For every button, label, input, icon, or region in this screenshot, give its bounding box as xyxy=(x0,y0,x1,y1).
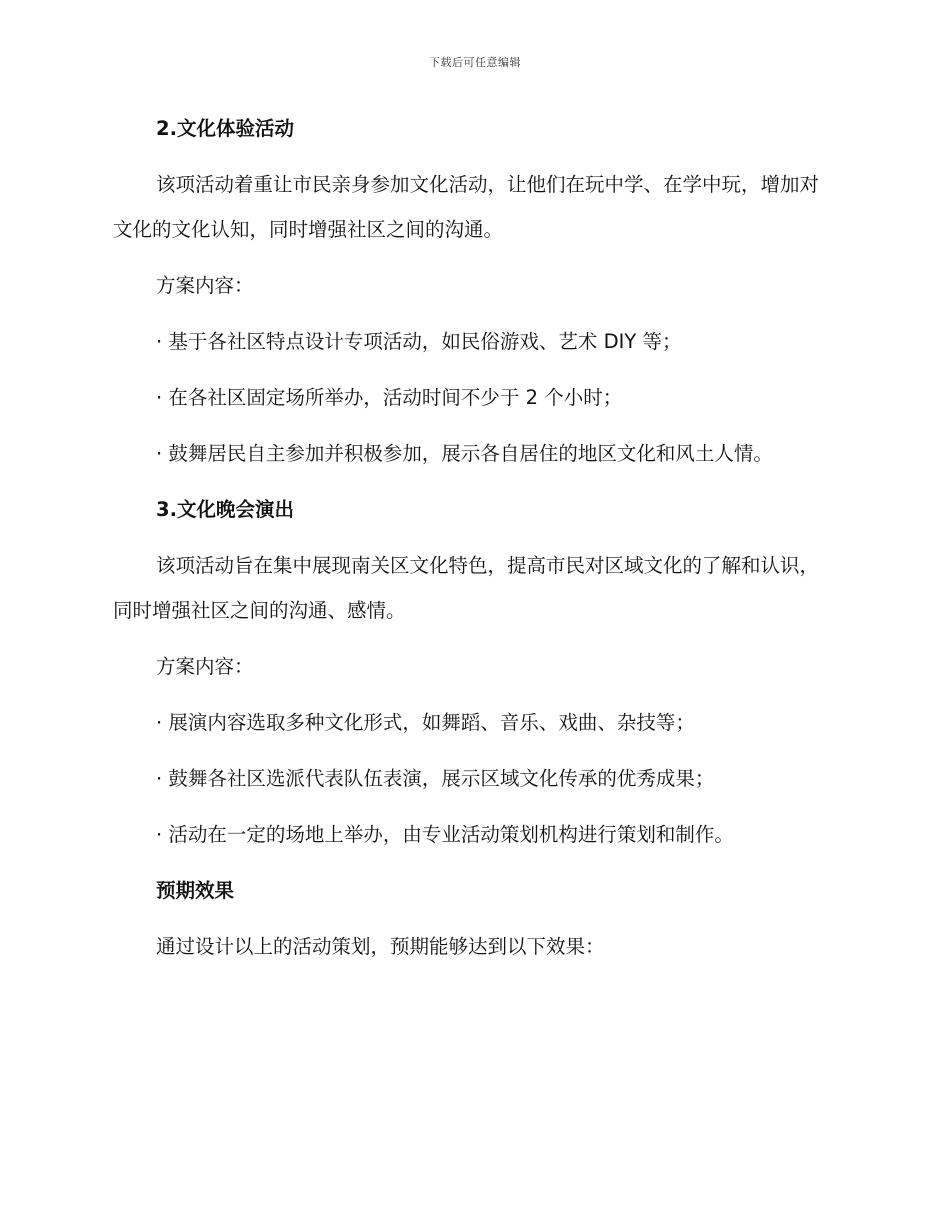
effects-intro: 通过设计以上的活动策划，预期能够达到以下效果： xyxy=(156,935,605,958)
bullet-item: · 基于各社区特点设计专项活动，如民俗游戏、艺术 DIY 等； xyxy=(156,330,682,353)
section-intro: 该项活动着重让市民亲身参加文化活动，让他们在玩中学、在学中玩，增加对文化的文化认知，同时增强社区之间的沟通。 xyxy=(113,173,820,241)
bullet-item: · 鼓舞居民自主参加并积极参加，展示各自居住的地区文化和风土人情。 xyxy=(156,442,773,465)
bullet-item: · 在各社区固定场所举办，活动时间不少于 2 个小时； xyxy=(156,386,623,409)
effects-heading: 预期效果 xyxy=(156,879,235,902)
section-heading: 3.文化晚会演出 xyxy=(156,498,294,521)
document-body xyxy=(113,106,838,980)
section-heading: 2.文化体验活动 xyxy=(156,117,294,140)
bullet-item: · 鼓舞各社区选派代表队伍表演，展示区域文化传承的优秀成果； xyxy=(156,767,715,790)
plan-label: 方案内容： xyxy=(156,274,254,297)
plan-label: 方案内容： xyxy=(156,655,254,678)
bullet-item: · 展演内容选取多种文化形式，如舞蹈、音乐、戏曲、杂技等； xyxy=(156,711,695,734)
section-intro: 该项活动旨在集中展现南关区文化特色，提高市民对区域文化的了解和认识，同时增强社区之间的沟通、感情。 xyxy=(113,554,820,622)
page-header-note: 下载后可任意编辑 xyxy=(429,56,521,69)
bullet-item: · 活动在一定的场地上举办，由专业活动策划机构进行策划和制作。 xyxy=(156,823,734,846)
